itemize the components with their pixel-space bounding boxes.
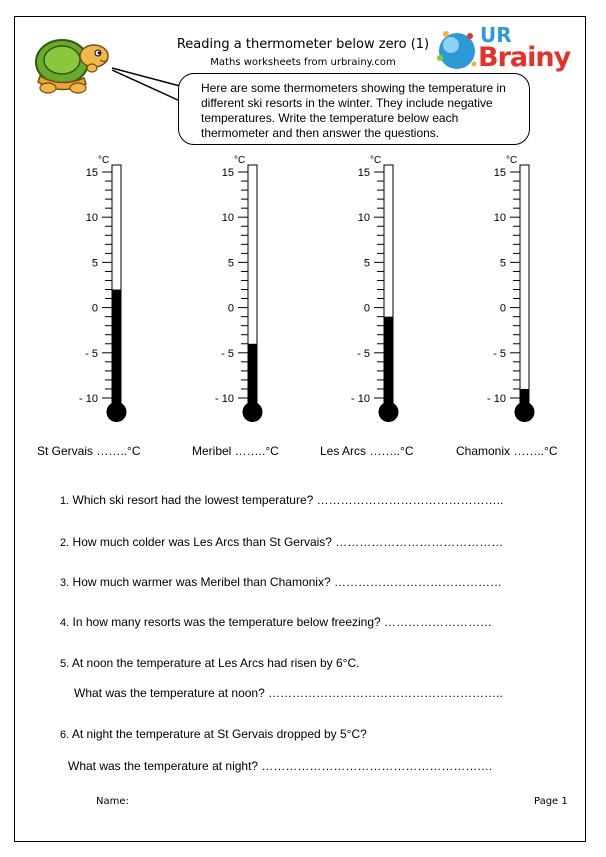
unit-label: °C [98,155,110,166]
tick-label: 5 [499,257,506,270]
tick-label: 15 [357,167,370,179]
instructions-bubble [178,73,530,145]
instructions-text: Here are some thermometers showing the temperature in different ski resorts in the winter. They include negative temperatures. Write the temperature below each thermometer and then answer the questions. [201,81,506,140]
question-number: 1. [60,495,70,507]
question-text: Which ski resort had the lowest temperature? ……………………………………….. [72,493,504,507]
tick-label: - 10 [215,393,234,405]
thermometer-svg [344,153,484,433]
thermometer-label-chamonix: Chamonix ……..°C [456,444,558,458]
thermometer-bulb [107,402,127,422]
tick-label: 5 [91,257,98,270]
unit-label: °C [506,155,518,166]
question-number: 4. [60,617,70,629]
logo-brainy-text: Brainy [478,42,571,73]
brain-ball-icon [434,28,480,74]
tick-label: - 5 [493,347,506,360]
question-text: At night the temperature at St Gervais dropped by 5°C? [71,727,367,741]
tick-label: 15 [85,167,98,179]
page-subtitle: Maths worksheets from urbrainy.com [210,57,396,68]
tick-label: - 5 [357,347,370,360]
thermometer [208,153,348,433]
thermometer [344,153,484,433]
tick-label: 10 [357,212,370,225]
thermometer-label-st-gervais: St Gervais ……..°C [37,444,141,458]
tick-label: - 10 [351,393,370,405]
tick-label: 15 [221,167,234,179]
tick-label: - 10 [487,393,506,405]
thermometer [72,153,212,433]
thermometer-bulb [243,402,263,422]
question-5-followup [74,686,503,700]
mercury-column [384,317,393,412]
tick-label: 15 [493,167,506,179]
question-4 [60,615,492,629]
tick-label: 0 [227,302,234,315]
thermometer-tube [520,165,529,412]
question-5 [60,656,359,670]
question-text: How much colder was Les Arcs than St Gervais? …………………………………… [72,535,504,549]
logo-ur-text: UR [480,23,512,47]
unit-label: °C [370,155,382,166]
thermometer-label-les-arcs: Les Arcs ……..°C [320,444,414,458]
question-number: 6. [60,729,70,741]
tick-label: 5 [363,257,370,270]
question-text: How much warmer was Meribel than Chamonix? …………………………………… [72,575,502,589]
thermometer-svg [480,153,606,433]
tick-label: 5 [227,257,234,270]
tick-label: - 5 [85,347,98,360]
thermometer-label-meribel: Meribel ……..°C [192,444,279,458]
tick-label: 10 [493,212,506,225]
tick-label: 0 [91,302,98,315]
question-number: 3. [60,577,70,589]
question-number: 5. [60,658,70,670]
question-text: In how many resorts was the temperature below freezing? ……………………… [72,615,493,629]
question-1 [60,493,503,507]
question-number: 2. [60,537,70,549]
page-number: Page 1 [534,796,568,807]
page-title: Reading a thermometer below zero (1) [176,37,430,52]
mercury-column [112,290,121,412]
tick-label: 0 [499,302,506,315]
tick-label: 0 [363,302,370,315]
name-label: Name: [96,796,129,807]
tick-label: 10 [221,212,234,225]
urbrainy-logo [434,22,571,80]
question-text: What was the temperature at noon? ………………………………………………….. [74,686,503,700]
thermometer-bulb [515,402,535,422]
tick-label: - 5 [221,347,234,360]
question-6 [60,727,367,741]
tick-label: - 10 [79,393,98,405]
question-text: What was the temperature at night? ……………………………………………….… [68,759,493,773]
question-2 [60,535,503,549]
unit-label: °C [234,155,246,166]
thermometer [480,153,606,433]
tick-label: 10 [85,212,98,225]
thermometer-svg [72,153,212,433]
question-6-followup [68,759,493,773]
mercury-column [248,344,257,412]
thermometer-svg [208,153,348,433]
question-3 [60,575,502,589]
thermometer-bulb [379,402,399,422]
question-text: At noon the temperature at Les Arcs had risen by 6°C. [71,656,360,670]
